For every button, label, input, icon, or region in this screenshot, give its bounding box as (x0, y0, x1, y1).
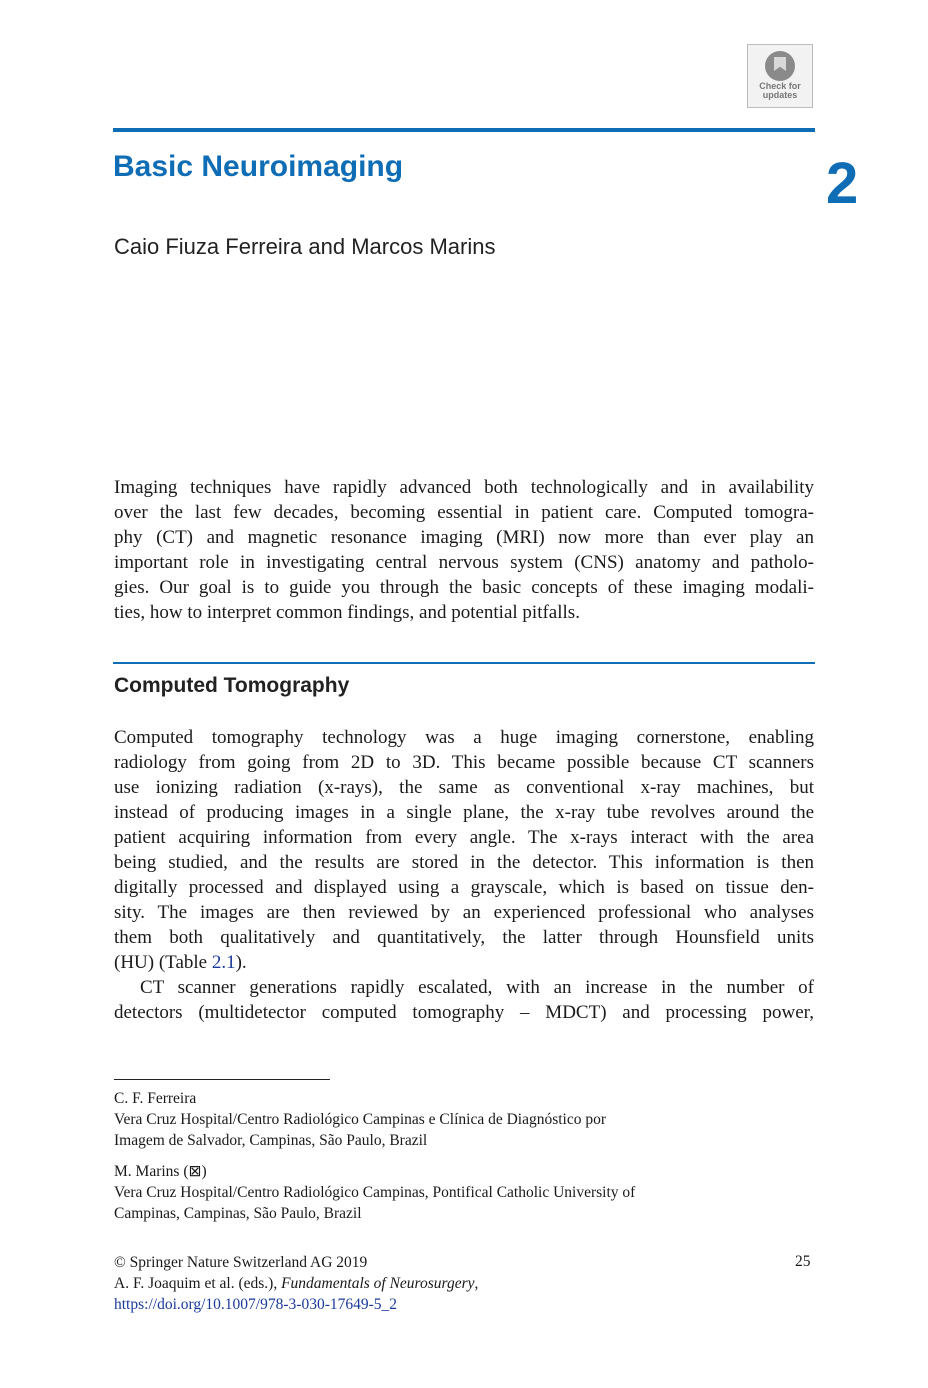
footnote-affiliation: Vera Cruz Hospital/Centro Radiológico Campinas e Clínica de Diagnóstico por (114, 1111, 607, 1128)
footnote-author-name: M. Marins (⊠) (114, 1163, 207, 1180)
footnote-affiliation: Campinas, Campinas, São Paulo, Brazil (114, 1205, 362, 1222)
copyright: © Springer Nature Switzerland AG 2019 (114, 1254, 368, 1271)
table-link[interactable]: 2.1 (211, 952, 236, 973)
chapter-number: 2 (826, 151, 859, 216)
text-line: important role in investigating central nervous system (CNS) anatomy and patholo- (114, 552, 814, 573)
text-line: phy (CT) and magnetic resonance imaging (MRI) now more than ever play an (114, 527, 814, 548)
author-footnote-2 (114, 1161, 635, 1224)
text-line: use ionizing radiation (x-rays), the same as conventional x-ray machines, but (114, 777, 814, 798)
book-title: Fundamentals of Neurosurgery (281, 1275, 475, 1292)
footnote-author-name: C. F. Ferreira (114, 1090, 197, 1107)
badge-label-2: updates (762, 90, 798, 100)
chapter-title: Basic Neuroimaging (113, 150, 404, 183)
text-line: them both qualitatively and quantitatively, the latter through Hounsfield units (114, 927, 814, 948)
text-line: radiology from going from 2D to 3D. This became possible because CT scanners (114, 752, 814, 773)
text-line: being studied, and the results are stored in the detector. This information is then (114, 852, 814, 873)
publication-footer (114, 1252, 478, 1315)
text-line: digitally processed and displayed using a grayscale, which is based on tissue den- (114, 877, 814, 898)
section-rule (113, 662, 815, 664)
text-line: patient acquiring information from every angle. The x-rays interact with the area (114, 827, 814, 848)
section-heading: Computed Tomography (114, 674, 350, 697)
footnote-affiliation: Vera Cruz Hospital/Centro Radiológico Campinas, Pontifical Catholic University of (114, 1184, 636, 1201)
footnote-affiliation: Imagem de Salvador, Campinas, São Paulo, Brazil (114, 1132, 428, 1149)
text-line: CT scanner generations rapidly escalated, with an increase in the number of (140, 977, 814, 998)
crossmark-icon (765, 51, 795, 81)
author-footnote-1 (114, 1088, 606, 1151)
badge-label-1: Check for (759, 81, 801, 91)
chapter-top-rule (113, 128, 815, 132)
page-number: 25 (795, 1253, 811, 1270)
text-line: Imaging techniques have rapidly advanced both technologically and in availability (114, 477, 814, 498)
footnote-rule (114, 1079, 330, 1080)
text-line: sity. The images are then reviewed by an experienced professional who analyses (114, 902, 814, 923)
ct-paragraph-1 (114, 725, 814, 975)
text-line: Computed tomography technology was a huge imaging cornerstone, enabling (114, 727, 814, 748)
check-for-updates-badge[interactable] (747, 44, 813, 108)
doi-link[interactable]: https://doi.org/10.1007/978-3-030-17649-5_2 (114, 1296, 398, 1313)
text-line: ties, how to interpret common findings, and potential pitfalls. (114, 602, 580, 623)
text-line: detectors (multidetector computed tomography – MDCT) and processing power, (114, 1002, 814, 1023)
citation: A. F. Joaquim et al. (eds.), Fundamentals of Neurosurgery, (114, 1275, 479, 1292)
text-line: gies. Our goal is to guide you through the basic concepts of these imaging modali- (114, 577, 814, 598)
text-line: (HU) (Table 2.1). (114, 952, 247, 973)
abstract-paragraph (114, 475, 814, 625)
ct-paragraph-2 (114, 975, 814, 1025)
text-line: instead of producing images in a single plane, the x-ray tube revolves around the (114, 802, 814, 823)
chapter-authors: Caio Fiuza Ferreira and Marcos Marins (114, 234, 496, 259)
text-line: over the last few decades, becoming essential in patient care. Computed tomogra- (114, 502, 814, 523)
